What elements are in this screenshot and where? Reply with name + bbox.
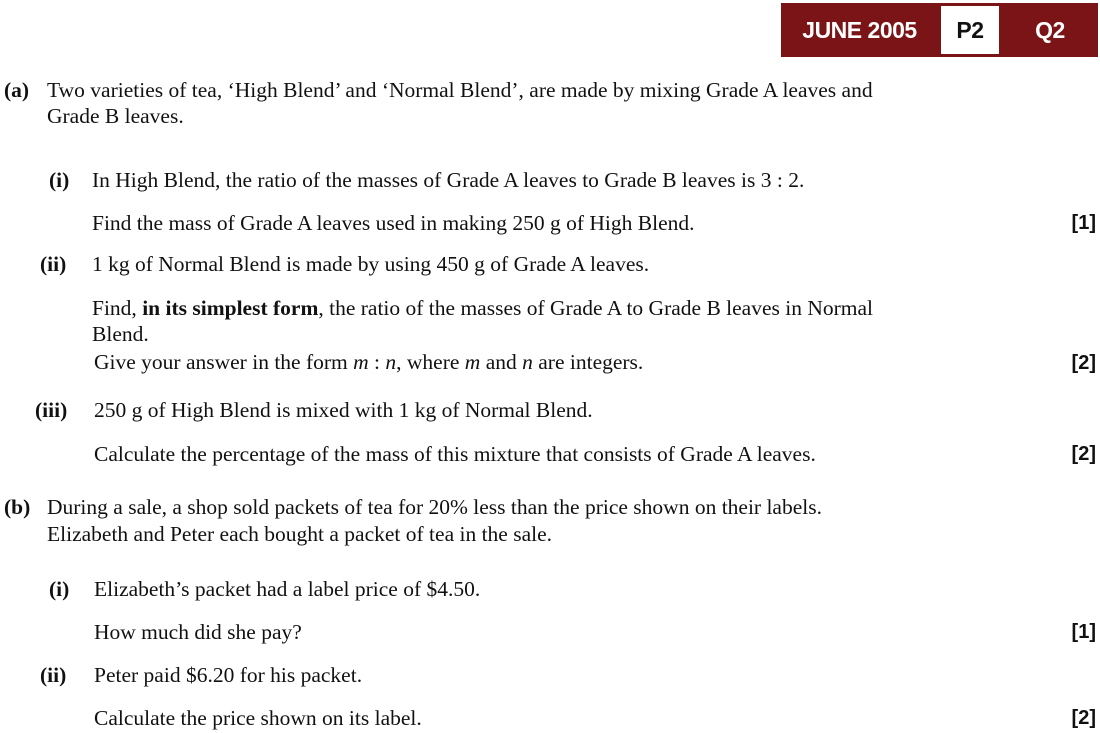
part-b-i-label: (i) xyxy=(49,577,70,601)
part-a-i-marks: [1] xyxy=(1071,212,1096,234)
question-header xyxy=(781,3,1098,57)
part-a-ii-line3: Blend. xyxy=(92,322,149,346)
part-b-i-marks: [1] xyxy=(1071,621,1096,643)
part-a-label: (a) xyxy=(4,78,30,102)
part-a-ii-line2: Find, in its simplest form, the ratio of the masses of Grade A to Grade B leaves in Normal xyxy=(92,296,874,320)
part-b-i-line1: Elizabeth’s packet had a label price of $4.50. xyxy=(94,577,481,601)
part-b-ii-line1: Peter paid $6.20 for his packet. xyxy=(94,663,363,687)
part-b-i-line2: How much did she pay? xyxy=(94,620,302,644)
part-b-stem-line1: During a sale, a shop sold packets of tea for 20% less than the price shown on their labels. xyxy=(47,495,822,519)
part-a-ii-line4: Give your answer in the form m : n, where m and n are integers. xyxy=(94,350,644,374)
part-a-ii-line1: 1 kg of Normal Blend is made by using 450 g of Grade A leaves. xyxy=(92,252,650,276)
part-a-i-line1: In High Blend, the ratio of the masses of Grade A leaves to Grade B leaves is 3 : 2. xyxy=(92,168,805,192)
part-b-ii-label: (ii) xyxy=(40,663,67,687)
part-a-iii-marks: [2] xyxy=(1071,443,1096,465)
exam-date-badge: JUNE 2005 xyxy=(781,3,938,57)
part-a-ii-marks: [2] xyxy=(1071,352,1096,374)
part-a-i-label: (i) xyxy=(49,168,70,192)
part-a-stem-line1: Two varieties of tea, ‘High Blend’ and ‘Normal Blend’, are made by mixing Grade A leaves and xyxy=(47,78,873,102)
part-b-label: (b) xyxy=(4,495,31,519)
part-b-ii-line2: Calculate the price shown on its label. xyxy=(94,706,422,730)
part-a-iii-line1: 250 g of High Blend is mixed with 1 kg of Normal Blend. xyxy=(94,398,593,422)
part-b-ii-marks: [2] xyxy=(1071,707,1096,729)
part-a-i-line2: Find the mass of Grade A leaves used in making 250 g of High Blend. xyxy=(92,211,695,235)
part-a-ii-label: (ii) xyxy=(40,252,67,276)
part-a-stem-line2: Grade B leaves. xyxy=(47,104,184,128)
question-number-badge: Q2 xyxy=(1002,3,1098,57)
part-b-stem-line2: Elizabeth and Peter each bought a packet of tea in the sale. xyxy=(47,522,553,546)
part-a-iii-line2: Calculate the percentage of the mass of this mixture that consists of Grade A leaves. xyxy=(94,442,816,466)
paper-badge: P2 xyxy=(938,3,1002,57)
part-a-iii-label: (iii) xyxy=(35,398,68,422)
